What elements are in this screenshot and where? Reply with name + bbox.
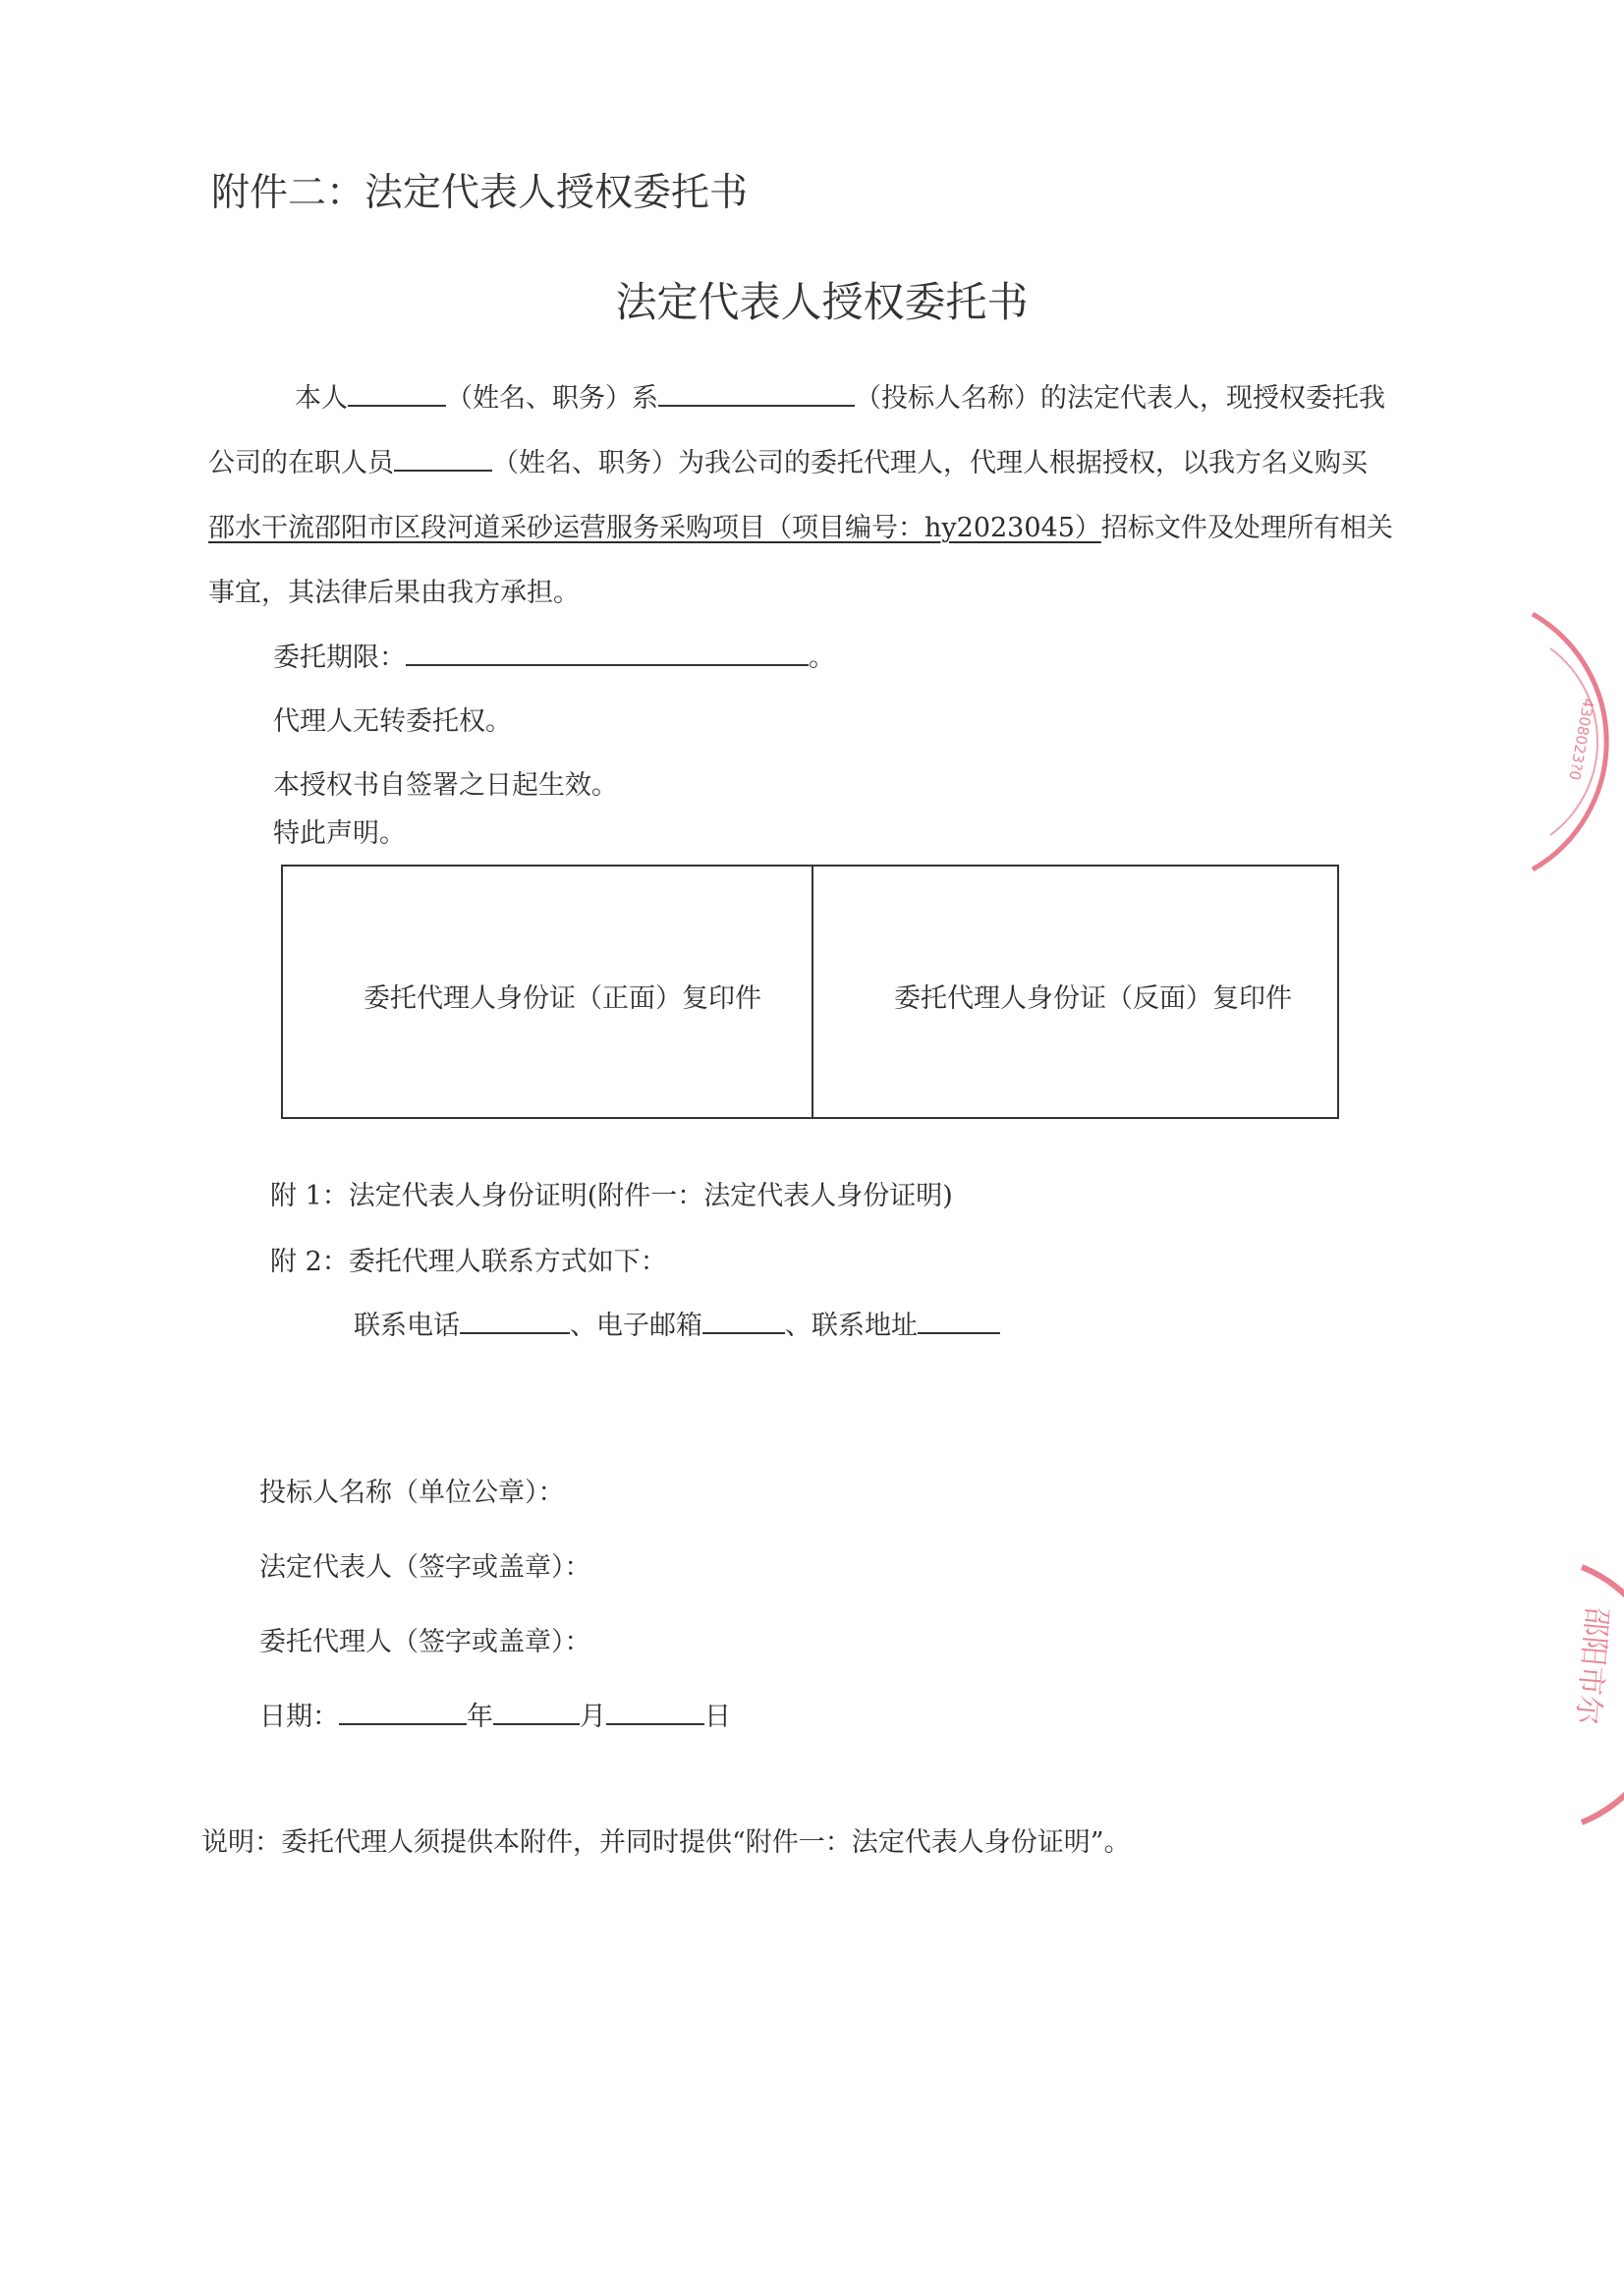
attachment-heading: 附件二：法定代表人授权委托书 [211, 171, 749, 215]
date-line [259, 1695, 731, 1733]
term-blank [406, 641, 809, 666]
name-blank [348, 381, 446, 407]
staff-blank [394, 446, 492, 472]
date-label: 日期： [259, 1702, 339, 1732]
no-transfer-line: 代理人无转委托权。 [273, 706, 512, 737]
term-line [273, 636, 835, 674]
attachment-1: 附 1：法定代表人身份证明(附件一：法定代表人身份证明) [270, 1181, 953, 1211]
para-line-2 [208, 441, 1368, 479]
email-label: 、电子邮箱 [570, 1311, 702, 1341]
para-line-1 [295, 376, 1385, 415]
document-title: 法定代表人授权委托书 [615, 278, 1029, 326]
para-line-4: 事宜，其法律后果由我方承担。 [208, 578, 580, 608]
agent-sign-line: 委托代理人（签字或盖章）： [259, 1627, 591, 1657]
para-text: 招标文件及处理所有相关 [1100, 513, 1393, 543]
address-label: 、联系地址 [785, 1311, 918, 1341]
seal-number: 4308023?0 [1565, 697, 1597, 782]
effective-line: 本授权书自签署之日起生效。 [273, 770, 618, 801]
note-line: 说明：委托代理人须提供本附件，并同时提供“附件一：法定代表人身份证明”。 [201, 1827, 1131, 1858]
phone-label: 联系电话 [354, 1311, 460, 1341]
id-copy-box [281, 865, 1339, 1119]
month-blank [493, 1700, 580, 1725]
para-text: 本人 [295, 383, 348, 414]
year-label: 年 [467, 1702, 493, 1732]
term-label: 委托期限： [273, 643, 406, 673]
address-blank [918, 1309, 1000, 1334]
project-name: 邵水干流邵阳市区段河道采砂运营服务采购项目（项目编号：hy2023045） [208, 513, 1101, 543]
seal-text: 邵阳市尔 [1569, 1605, 1614, 1726]
email-blank [702, 1309, 785, 1334]
id-front-label: 委托代理人身份证（正面）复印件 [364, 983, 761, 1014]
id-back-label: 委托代理人身份证（反面）复印件 [894, 983, 1292, 1014]
seal-stamp-top [1513, 599, 1624, 884]
year-blank [339, 1700, 467, 1725]
contact-line [354, 1304, 1000, 1342]
para-line-3 [208, 506, 1393, 544]
bidder-seal-line: 投标人名称（单位公章）： [259, 1478, 565, 1508]
seal-stamp-bottom [1562, 1557, 1624, 1842]
attachment-2: 附 2：委托代理人联系方式如下： [270, 1247, 667, 1277]
id-box-divider [812, 867, 813, 1117]
legal-rep-sign-line: 法定代表人（签字或盖章）： [259, 1552, 591, 1583]
para-text: （姓名、职务）为我公司的委托代理人，代理人根据授权，以我方名义购买 [492, 448, 1368, 478]
day-label: 日 [704, 1702, 731, 1732]
bidder-blank [658, 381, 855, 407]
month-label: 月 [580, 1702, 606, 1732]
para-text: （姓名、职务）系 [446, 383, 658, 414]
para-text: 公司的在职人员 [208, 448, 394, 478]
term-end: 。 [809, 643, 835, 673]
para-text: （投标人名称）的法定代表人，现授权委托我 [855, 383, 1385, 414]
phone-blank [460, 1309, 570, 1334]
day-blank [606, 1700, 704, 1725]
declaration-line: 特此声明。 [273, 818, 406, 849]
